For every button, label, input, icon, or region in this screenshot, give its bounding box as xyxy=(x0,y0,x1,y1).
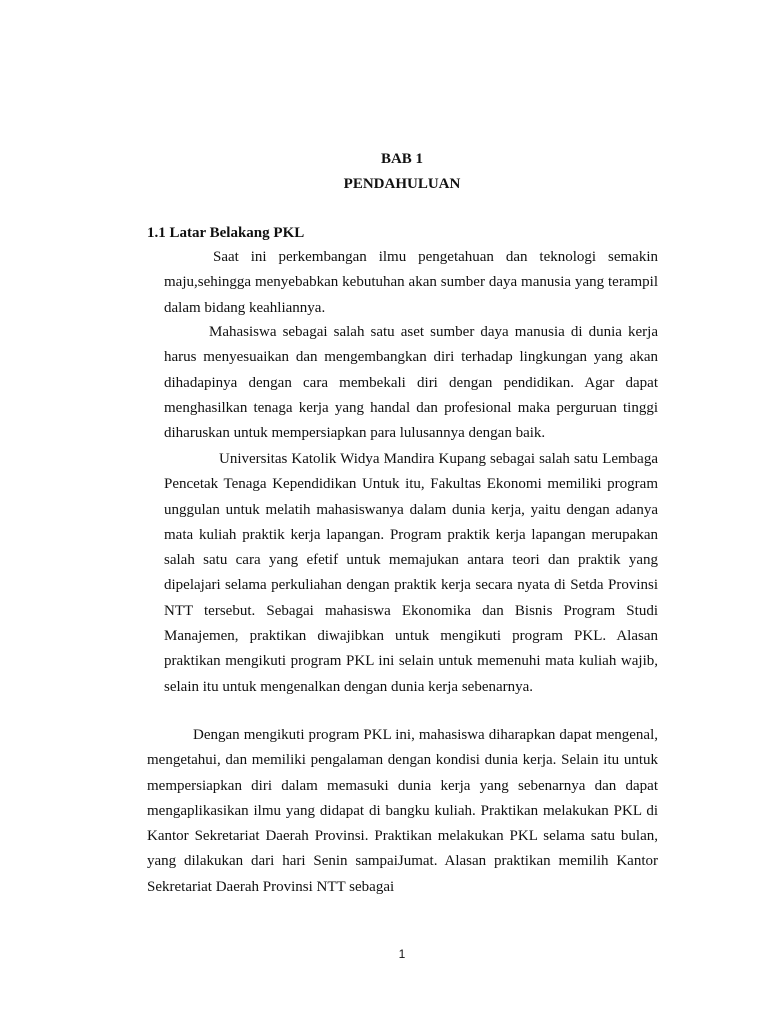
paragraph-4: Dengan mengikuti program PKL ini, mahasiswa diharapkan dapat mengenal, mengetahui, dan memiliki pengalaman dengan kondisi dunia kerja. Selain itu untuk mempersiapkan diri dalam memasuki dunia kerja yang sebenarnya dan dapat mengaplikasikan ilmu yang didapat di bangku kuliah. Praktikan melakukan PKL di Kantor Sekretariat Daerah Provinsi. Praktikan melakukan PKL selama satu bulan, yang dilakukan dari hari Senin sampaiJumat. Alasan praktikan memilih Kantor Sekretariat Daerah Provinsi NTT sebagai xyxy=(147,727,658,895)
page-number: 1 xyxy=(398,947,406,961)
paragraph-2: Mahasiswa sebagai salah satu aset sumber daya manusia di dunia kerja harus menyesuaikan dan mengembangkan diri terhadap lingkungan yang akan dihadapinya dengan cara membekali diri dengan pendidikan. Agar dapat menghasilkan tenaga kerja yang handal dan profesional maka perguruan tinggi diharuskan untuk mempersiapkan para lulusannya dengan baik. xyxy=(164,324,658,442)
chapter-title: PENDAHULUAN xyxy=(343,176,461,192)
paragraph-3: Universitas Katolik Widya Mandira Kupang sebagai salah satu Lembaga Pencetak Tenaga Kependidikan Untuk itu, Fakultas Ekonomi memiliki program unggulan untuk melatih mahasiswanya dalam dunia kerja, yaitu dengan adanya mata kuliah praktik kerja lapangan. Program praktik kerja lapangan merupakan salah satu cara yang efetif untuk memajukan antara teori dan praktik yang dipelajari selama perkuliahan dengan praktik kerja secara nyata di Setda Provinsi NTT tersebut. Sebagai mahasiswa Ekonomika dan Bisnis Program Studi Manajemen, praktikan diwajibkan untuk mengikuti program PKL. Alasan praktikan mengikuti program PKL ini selain untuk memenuhi mata kuliah wajib, selain itu untuk mengenalkan dengan dunia kerja sebenarnya. xyxy=(164,451,658,695)
paragraph-1: Saat ini perkembangan ilmu pengetahuan dan teknologi semakin maju,sehingga menyebabkan kebutuhan akan sumber daya manusia yang terampil dalam bidang keahliannya. xyxy=(164,249,658,316)
section-heading: 1.1 Latar Belakang PKL xyxy=(147,225,305,241)
chapter-label: BAB 1 xyxy=(380,151,424,167)
